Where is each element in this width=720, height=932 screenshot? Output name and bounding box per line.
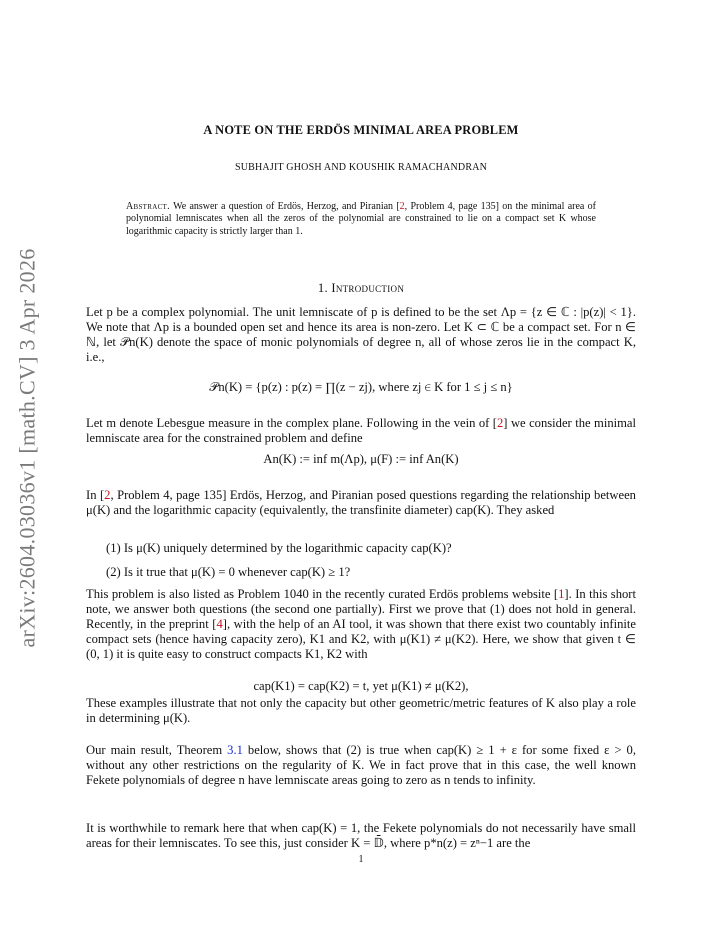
page-number: 1 xyxy=(358,854,364,865)
arxiv-sidebar-stamp xyxy=(8,248,48,648)
abstract-text-1: We answer a question of Erdös, Herzog, and Piranian [ xyxy=(173,201,400,212)
paragraph-3-text-a: In [ xyxy=(86,488,105,502)
paragraph-4 xyxy=(86,587,636,662)
paper-title: A NOTE ON THE ERDÖS MINIMAL AREA PROBLEM xyxy=(203,123,519,137)
equation-3: cap(K1) = cap(K2) = t, yet μ(K1) ≠ μ(K2), xyxy=(253,679,469,693)
paper-authors: SUBHAJIT GHOSH AND KOUSHIK RAMACHANDRAN xyxy=(234,162,488,173)
equation-1: 𝒫n(K) = {p(z) : p(z) = ∏(z − zj), where zj ∈ K for 1 ≤ j ≤ n} xyxy=(209,380,513,394)
paragraph-2-text-a: Let m denote Lebesgue measure in the complex plane. Following in the vein of [ xyxy=(86,416,497,430)
abstract xyxy=(126,201,596,238)
equation-2: An(K) := inf m(Λp), μ(F) := inf An(K) xyxy=(263,452,459,466)
paragraph-3-text-b: , Problem 4, page 135] Erdös, Herzog, and Piranian posed questions regarding the relationship between μ(K) and the logarithmic capacity (equivalently, the transfinite diameter) cap(K). They asked xyxy=(86,488,636,517)
question-item-1: (1) Is μ(K) uniquely determined by the logarithmic capacity cap(K)? xyxy=(106,541,452,555)
question-item-2: (2) Is it true that μ(K) = 0 whenever cap(K) ≥ 1? xyxy=(106,565,351,579)
paragraph-1: Let p be a complex polynomial. The unit lemniscate of p is defined to be the set Λp = {z ∈ ℂ : |p(z)| < 1}. We note that Λp is a bounded open set and hence its area is non-zero. Let K ⊂ ℂ be a compact set. For n ∈ ℕ, let 𝒫n(K) denote the space of monic polynomials of degree n, all of whose zeros lie in the compact K, i.e., xyxy=(86,305,636,364)
section-heading-introduction: 1. Introduction xyxy=(317,281,405,295)
paragraph-2-text-b: ] we consider the minimal lemniscate area for the constrained problem and define xyxy=(86,416,637,445)
citation-link[interactable]: 4 xyxy=(216,617,223,631)
abstract-citation[interactable]: 2 xyxy=(399,201,405,212)
abstract-label: Abstract. xyxy=(126,201,170,212)
paragraph-4-text-b: ]. In this short note, we answer both questions (the second one partially). First we prove that (1) does not hold in general. Recently, in the preprint [ xyxy=(86,587,636,631)
citation-link[interactable]: 1 xyxy=(558,587,565,601)
paragraph-7: It is worthwhile to remark here that when cap(K) = 1, the Fekete polynomials do not necessarily have small areas for their lemniscates. To see this, just consider K = 𝔻̄, where p*n(z) = zⁿ−1 are the xyxy=(86,821,636,850)
paragraph-4-text-c: ], with the help of an AI tool, it was shown that there exist two countably infinite compact sets (hence having capacity zero), K1 and K2, with μ(K1) ≠ μ(K2). Here, we show that given t ∈ (0, 1) it is quite easy to construct compacts K1, K2 with xyxy=(86,617,636,661)
paragraph-2 xyxy=(86,416,636,446)
paragraph-4-text-a: This problem is also listed as Problem 1040 in the recently curated Erdös problems website [ xyxy=(86,587,559,601)
paragraph-6-text-b: below, shows that (2) is true when cap(K) ≥ 1 + ε for some fixed ε > 0, without any other restrictions on the regularity of K. We in fact prove that in this case, the well known Fekete polynomials of degree n have lemniscate areas going to zero as n tends to infinity. xyxy=(86,743,636,787)
paragraph-3 xyxy=(86,488,636,518)
paragraph-6 xyxy=(86,743,636,788)
abstract-text-2: , Problem 4, page 135] on the minimal area of polynomial lemniscates when all the zeros of the polynomial are constrained to lie on a compact set K whose logarithmic capacity is strictly larger than 1. xyxy=(126,201,596,237)
theorem-link[interactable]: 3.1 xyxy=(227,743,243,757)
citation-link[interactable]: 2 xyxy=(497,416,504,430)
paragraph-5: These examples illustrate that not only the capacity but other geometric/metric features of K also play a role in determining μ(K). xyxy=(86,696,636,725)
paragraph-6-text-a: Our main result, Theorem xyxy=(86,743,228,757)
citation-link[interactable]: 2 xyxy=(104,488,111,502)
arxiv-id: arXiv:2604.03036v1 [math.CV] 3 Apr 2026 xyxy=(15,248,41,648)
